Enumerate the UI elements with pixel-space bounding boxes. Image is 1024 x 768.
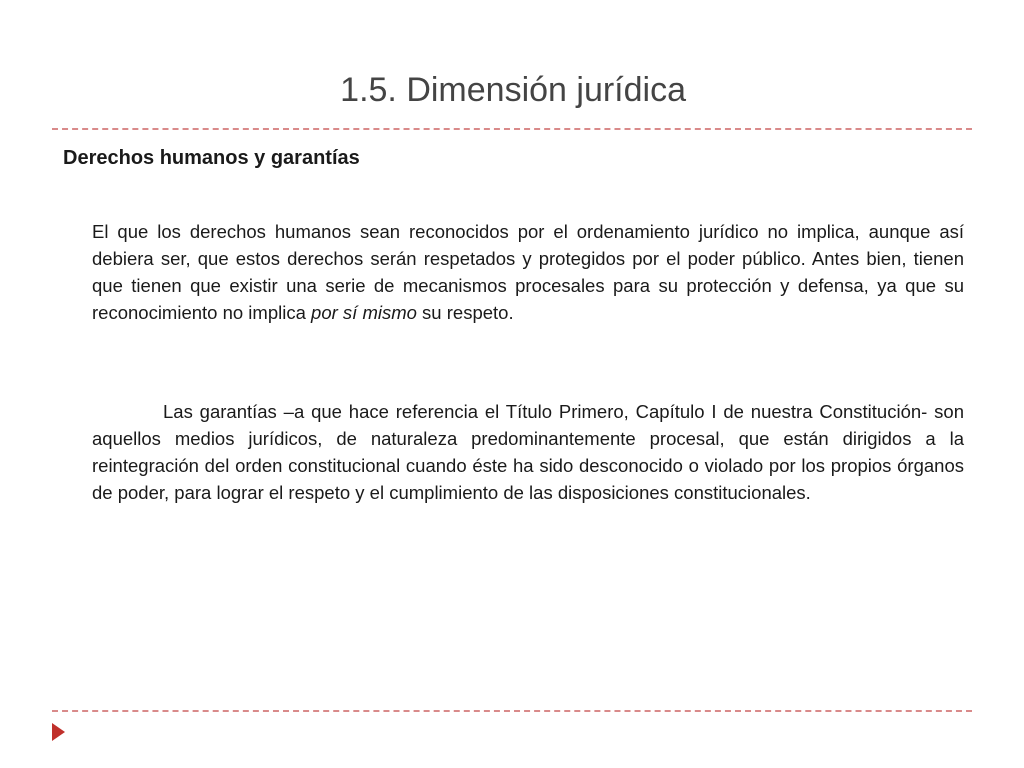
paragraph-guarantees: Las garantías –a que hace referencia el Título Primero, Capítulo I de nuestra Constitución- son aquellos medios jurídicos, de naturaleza predominantemente procesal, que están dirigidos a la reintegración del orden constitucional cuando éste ha sido desconocido o violado por los propios órganos de poder, para lograr el respeto y el cumplimiento de las disposiciones constitucionales.	[92, 401, 964, 503]
paragraph-1-text-end: su respeto.	[416, 302, 514, 323]
triangle-right-icon	[52, 723, 65, 741]
slide-title: 1.5. Dimensión jurídica	[340, 71, 686, 109]
paragraph-1-text: El que los derechos humanos sean reconocidos por el ordenamiento jurídico no implica, aunque así debiera ser, que estos derechos serán respetados y protegidos por el poder público. Antes bien, tienen que tienen que existir una serie de mecanismos procesales para su protección y defensa, ya que su reconocimiento no implica	[92, 221, 964, 323]
paragraph-rights-recognition	[92, 218, 964, 326]
paragraph-1-italic-phrase: por sí mismo	[311, 302, 417, 323]
section-heading: Derechos humanos y garantías	[63, 147, 360, 169]
top-divider	[52, 128, 972, 130]
bottom-divider	[52, 710, 972, 712]
